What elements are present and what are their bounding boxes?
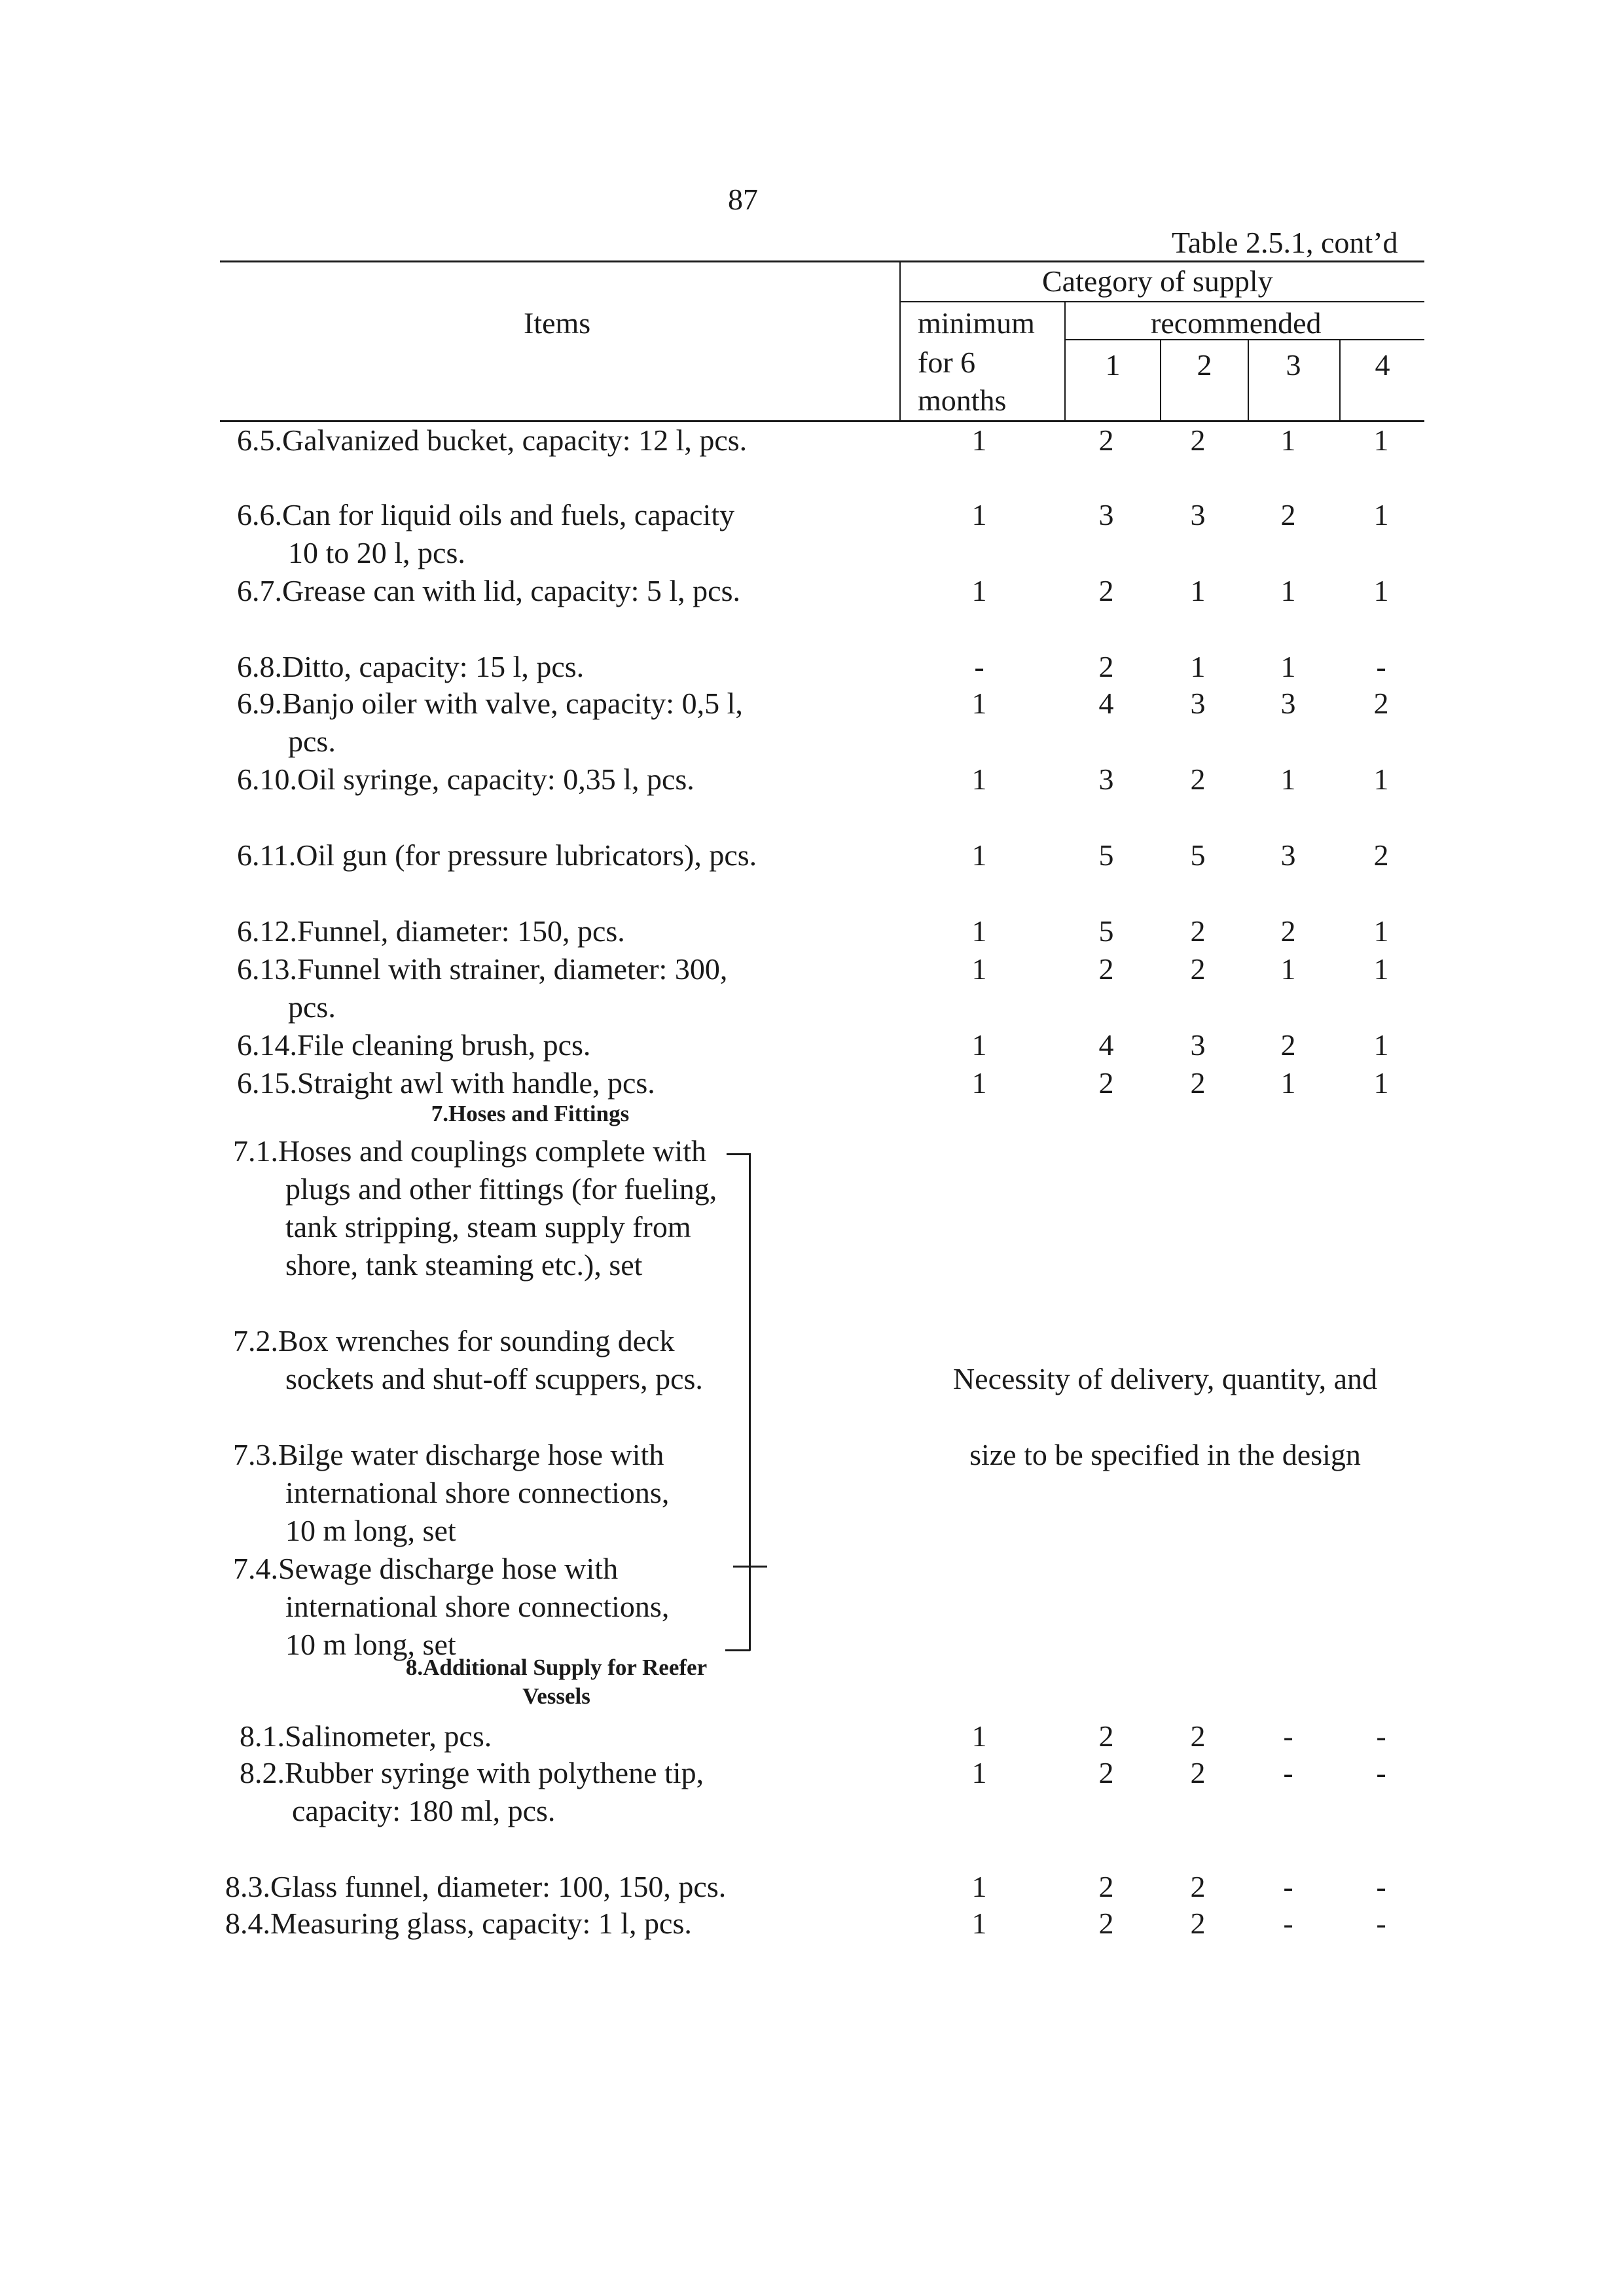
rec2-value: 5	[1190, 838, 1206, 872]
rec4-value: -	[1376, 1907, 1386, 1940]
rec4-value: -	[1376, 650, 1386, 683]
rec3-value: 1	[1280, 952, 1296, 986]
item-label: 6.15.Straight awl with handle, pcs.	[237, 1066, 655, 1100]
min-value: 1	[971, 1756, 987, 1789]
header-col-1: 1	[1105, 348, 1121, 382]
min-value: 1	[971, 1719, 987, 1753]
item-label-cont: 10 to 20 l, pcs.	[288, 536, 465, 569]
rec4-value: 1	[1373, 1066, 1389, 1100]
rec4-value: -	[1376, 1756, 1386, 1789]
item-label-cont: 10 m long, set	[285, 1628, 456, 1661]
item-label-cont: pcs.	[288, 725, 336, 758]
rec2-value: 3	[1190, 687, 1206, 720]
header-minimum-3: months	[918, 384, 1007, 417]
rec2-value: 3	[1190, 1028, 1206, 1062]
rec1-value: 2	[1098, 1066, 1114, 1100]
item-label: 8.2.Rubber syringe with polythene tip,	[240, 1756, 704, 1789]
rec3-value: 1	[1280, 1066, 1296, 1100]
item-label: 6.14.File cleaning brush, pcs.	[237, 1028, 591, 1062]
header-recommended: recommended	[1151, 306, 1322, 340]
category-rule	[899, 301, 1424, 302]
header-items: Items	[524, 306, 591, 340]
table-top-rule	[220, 260, 1424, 262]
min-value: 1	[971, 952, 987, 986]
header-category: Category of supply	[1042, 264, 1273, 298]
rec4-value: -	[1376, 1870, 1386, 1903]
item-label: 6.9.Banjo oiler with valve, capacity: 0,5 l,	[237, 687, 743, 720]
rec3-value: -	[1283, 1756, 1293, 1789]
item-label: 6.5.Galvanized bucket, capacity: 12 l, pcs.	[237, 423, 748, 457]
rec2-value: 2	[1190, 1066, 1206, 1100]
item-label: 8.4.Measuring glass, capacity: 1 l, pcs.	[225, 1907, 692, 1940]
item-label-cont: sockets and shut-off scuppers, pcs.	[285, 1362, 703, 1395]
rec3-value: 3	[1280, 838, 1296, 872]
col-divider-r34	[1339, 339, 1341, 422]
rec1-value: 2	[1098, 952, 1114, 986]
header-col-3: 3	[1286, 348, 1301, 382]
rec3-value: -	[1283, 1719, 1293, 1753]
col-divider-min	[1064, 301, 1066, 422]
header-minimum-2: for 6	[918, 346, 976, 379]
item-label: 6.13.Funnel with strainer, diameter: 300,	[237, 952, 728, 986]
rec1-value: 2	[1098, 650, 1114, 683]
min-value: 1	[971, 423, 987, 457]
rec3-value: -	[1283, 1907, 1293, 1940]
rec2-value: 2	[1190, 952, 1206, 986]
rec2-value: 2	[1190, 914, 1206, 948]
item-label-cont: 10 m long, set	[285, 1514, 456, 1547]
item-label-cont: international shore connections,	[285, 1476, 670, 1509]
item-label: 6.6.Can for liquid oils and fuels, capacity	[237, 498, 735, 531]
section-7-note-line2: size to be specified in the design	[969, 1438, 1361, 1471]
bracket-top	[727, 1153, 750, 1155]
section-8-title-line1: 8.Additional Supply for Reefer	[405, 1655, 708, 1680]
rec1-value: 2	[1098, 1870, 1114, 1903]
rec2-value: 2	[1190, 1907, 1206, 1940]
min-value: 1	[971, 1870, 987, 1903]
section-8-title-line2: Vessels	[522, 1683, 590, 1709]
bracket-bottom	[725, 1649, 750, 1651]
rec2-value: 2	[1190, 423, 1206, 457]
min-value: 1	[971, 1028, 987, 1062]
header-col-4: 4	[1375, 348, 1390, 382]
rec2-value: 2	[1190, 1756, 1206, 1789]
rec4-value: 1	[1373, 498, 1389, 531]
min-value: 1	[971, 838, 987, 872]
min-value: 1	[971, 762, 987, 796]
rec3-value: 2	[1280, 914, 1296, 948]
bracket-vertical	[749, 1153, 751, 1651]
item-label: 7.1.Hoses and couplings complete with	[233, 1134, 707, 1168]
rec1-value: 2	[1098, 423, 1114, 457]
rec3-value: 1	[1280, 650, 1296, 683]
rec3-value: 2	[1280, 498, 1296, 531]
rec1-value: 5	[1098, 914, 1114, 948]
item-label: 6.11.Oil gun (for pressure lubricators), pcs.	[237, 838, 757, 872]
table-caption: Table 2.5.1, cont’d	[1172, 226, 1398, 259]
item-label: 8.3.Glass funnel, diameter: 100, 150, pcs.	[225, 1870, 727, 1903]
rec3-value: -	[1283, 1870, 1293, 1903]
rec1-value: 4	[1098, 1028, 1114, 1062]
rec4-value: 1	[1373, 762, 1389, 796]
min-value: 1	[971, 498, 987, 531]
col-divider-r23	[1248, 339, 1249, 422]
rec1-value: 4	[1098, 687, 1114, 720]
rec2-value: 2	[1190, 1870, 1206, 1903]
rec2-value: 2	[1190, 762, 1206, 796]
rec3-value: 1	[1280, 762, 1296, 796]
item-label: 6.10.Oil syringe, capacity: 0,35 l, pcs.	[237, 762, 695, 796]
page-number: 87	[728, 183, 758, 216]
item-label-cont: capacity: 180 ml, pcs.	[292, 1794, 556, 1827]
rec1-value: 2	[1098, 1907, 1114, 1940]
item-label: 7.4.Sewage discharge hose with	[233, 1552, 619, 1585]
rec2-value: 3	[1190, 498, 1206, 531]
rec2-value: 1	[1190, 574, 1206, 607]
bracket-middle	[733, 1566, 767, 1568]
min-value: 1	[971, 687, 987, 720]
item-label: 6.12.Funnel, diameter: 150, pcs.	[237, 914, 625, 948]
min-value: 1	[971, 1907, 987, 1940]
col-divider-items	[899, 260, 901, 422]
item-label-cont: pcs.	[288, 990, 336, 1024]
rec4-value: 1	[1373, 574, 1389, 607]
rec2-value: 1	[1190, 650, 1206, 683]
item-label: 7.2.Box wrenches for sounding deck	[233, 1324, 675, 1357]
header-col-2: 2	[1197, 348, 1212, 382]
rec2-value: 2	[1190, 1719, 1206, 1753]
section-7-title: 7.Hoses and Fittings	[431, 1101, 630, 1126]
item-label-cont: plugs and other fittings (for fueling,	[285, 1172, 717, 1206]
rec4-value: 1	[1373, 1028, 1389, 1062]
min-value: 1	[971, 1066, 987, 1100]
rec3-value: 1	[1280, 574, 1296, 607]
rec1-value: 2	[1098, 1719, 1114, 1753]
item-label-cont: shore, tank steaming etc.), set	[285, 1248, 643, 1282]
rec1-value: 2	[1098, 574, 1114, 607]
rec4-value: 1	[1373, 952, 1389, 986]
min-value: 1	[971, 574, 987, 607]
rec4-value: -	[1376, 1719, 1386, 1753]
item-label: 6.8.Ditto, capacity: 15 l, pcs.	[237, 650, 585, 683]
rec4-value: 2	[1373, 838, 1389, 872]
rec3-value: 1	[1280, 423, 1296, 457]
rec3-value: 3	[1280, 687, 1296, 720]
min-value: -	[974, 650, 984, 683]
rec3-value: 2	[1280, 1028, 1296, 1062]
item-label-cont: international shore connections,	[285, 1590, 670, 1623]
item-label: 8.1.Salinometer, pcs.	[240, 1719, 492, 1753]
item-label: 7.3.Bilge water discharge hose with	[233, 1438, 664, 1471]
rec4-value: 1	[1373, 914, 1389, 948]
section-7-note-line1: Necessity of delivery, quantity, and	[952, 1362, 1378, 1395]
min-value: 1	[971, 914, 987, 948]
rec4-value: 2	[1373, 687, 1389, 720]
header-minimum-1: minimum	[918, 306, 1035, 340]
rec1-value: 2	[1098, 1756, 1114, 1789]
rec1-value: 3	[1098, 498, 1114, 531]
rec1-value: 3	[1098, 762, 1114, 796]
col-divider-r12	[1160, 339, 1161, 422]
rec1-value: 5	[1098, 838, 1114, 872]
rec4-value: 1	[1373, 423, 1389, 457]
item-label-cont: tank stripping, steam supply from	[285, 1210, 691, 1244]
item-label: 6.7.Grease can with lid, capacity: 5 l, pcs.	[237, 574, 740, 607]
